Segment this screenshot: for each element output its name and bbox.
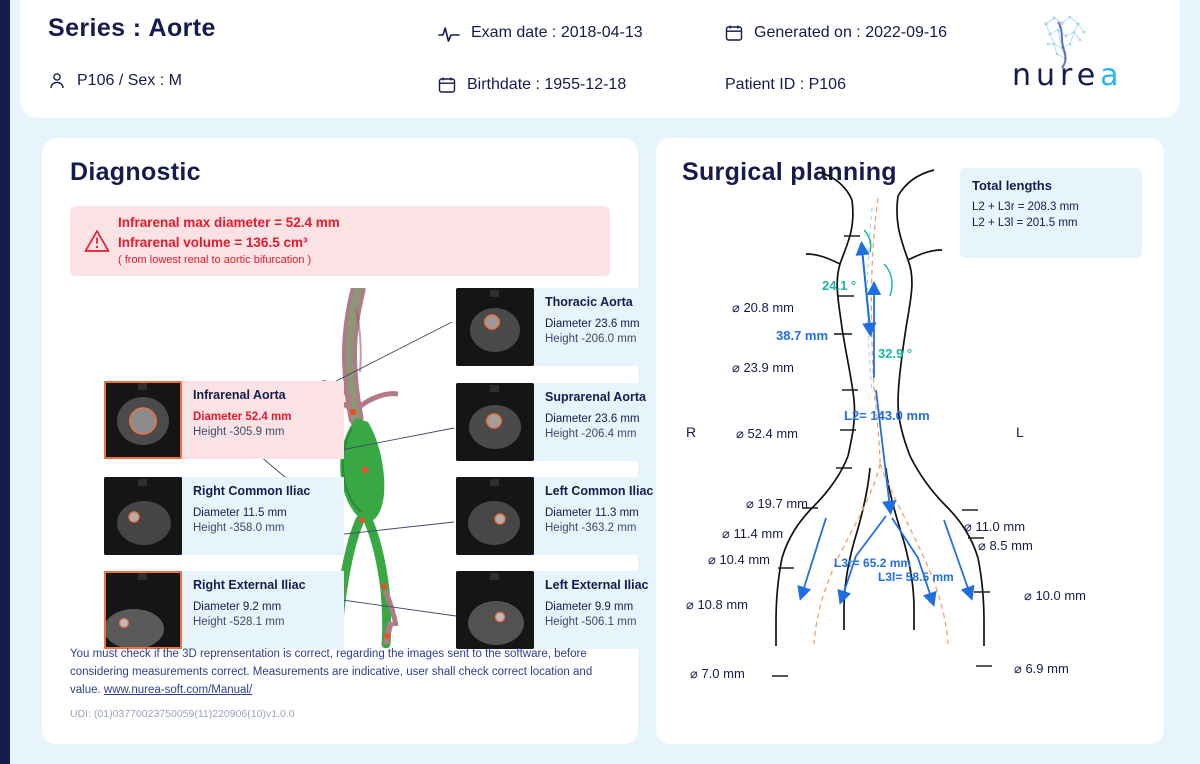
logo-accent: a xyxy=(1100,58,1124,93)
card-diameter: Diameter 11.3 mm xyxy=(545,507,639,519)
length-l3r: L3r= 65.2 mm xyxy=(834,556,912,570)
patient-id xyxy=(725,76,846,94)
series-label: Series : xyxy=(48,14,142,42)
patient-text: P106 / Sex : M xyxy=(77,72,182,89)
warning-triangle-icon xyxy=(84,229,118,253)
calendar-icon xyxy=(438,76,456,94)
report-header xyxy=(20,0,1180,118)
page-title xyxy=(48,14,216,43)
infrarenal-alert xyxy=(70,206,610,276)
angle-32-9: 32.9 ° xyxy=(878,346,913,361)
surgical-planning-panel xyxy=(656,138,1164,744)
alert-line-2: Infrarenal volume = 136.5 cm³ xyxy=(118,235,308,251)
disclaimer xyxy=(70,646,622,699)
diam-19-7: ⌀ 19.7 mm xyxy=(746,496,809,511)
card-title: Infrarenal Aorta xyxy=(193,388,286,402)
diam-10-4: ⌀ 10.4 mm xyxy=(708,552,771,567)
disclaimer-text: You must check if the 3D reprensentation is correct, regarding the images sent to the software, before considering measurements correct. Measurements are indicative, user shall check correct location and value. xyxy=(70,648,593,696)
patient-info xyxy=(48,72,182,90)
thumbnail-thoracic-aorta[interactable] xyxy=(456,288,534,366)
manual-link[interactable]: www.nurea-soft.com/Manual/ xyxy=(103,683,253,696)
diam-23-9: ⌀ 23.9 mm xyxy=(732,360,795,375)
card-height: Height -528.1 mm xyxy=(193,616,285,628)
patient-id-text: Patient ID : P106 xyxy=(725,76,846,93)
diam-52-4: ⌀ 52.4 mm xyxy=(736,426,799,441)
thumbnail-right-common-iliac[interactable] xyxy=(104,477,182,555)
total-lengths-line-1: L2 + L3r = 208.3 mm xyxy=(972,201,1079,213)
card-body-infrarenal-aorta xyxy=(182,381,344,459)
alert-sub: ( from lowest renal to aortic bifurcation ) xyxy=(118,253,312,266)
diam-7-0: ⌀ 7.0 mm xyxy=(690,666,745,681)
length-l3l: L3l= 58.5 mm xyxy=(878,570,954,584)
birthdate xyxy=(438,76,626,94)
nurea-logo xyxy=(994,14,1154,100)
logo-text: nure xyxy=(1012,58,1101,93)
thumbnail-right-external-iliac[interactable] xyxy=(104,571,182,649)
card-title: Suprarenal Aorta xyxy=(545,390,646,404)
total-lengths-title: Total lengths xyxy=(972,178,1052,193)
card-title: Thoracic Aorta xyxy=(545,295,633,309)
card-title: Right External Iliac xyxy=(193,578,306,592)
surgical-title: Surgical planning xyxy=(682,158,897,186)
alert-line-1: Infrarenal max diameter = 52.4 mm xyxy=(118,215,340,231)
card-diameter: Diameter 9.9 mm xyxy=(545,601,634,613)
card-title: Left External Iliac xyxy=(545,578,649,592)
card-body-right-common-iliac xyxy=(182,477,344,555)
card-diameter: Diameter 23.6 mm xyxy=(545,413,640,425)
card-right-common-iliac[interactable] xyxy=(104,477,344,555)
total-lengths-line-2: L2 + L3l = 201.5 mm xyxy=(972,217,1078,229)
pulse-icon xyxy=(438,24,460,42)
card-body-right-external-iliac xyxy=(182,571,344,649)
aorta-schematic xyxy=(656,138,1164,744)
card-height: Height -506.1 mm xyxy=(545,616,637,628)
card-diameter: Diameter 52.4 mm xyxy=(193,411,292,423)
diam-10-8: ⌀ 10.8 mm xyxy=(686,597,749,612)
diam-10-0: ⌀ 10.0 mm xyxy=(1024,588,1087,603)
side-marker-left: L xyxy=(1016,424,1024,440)
length-l2: L2= 143.0 mm xyxy=(844,408,930,423)
diam-11-4: ⌀ 11.4 mm xyxy=(722,526,784,541)
person-icon xyxy=(48,72,66,90)
generated-on-text: Generated on : 2022-09-16 xyxy=(754,24,948,41)
thumbnail-suprarenal-aorta[interactable] xyxy=(456,383,534,461)
angle-24-1: 24.1 ° xyxy=(822,278,857,293)
diam-11-0: ⌀ 11.0 mm xyxy=(964,519,1026,534)
card-diameter: Diameter 11.5 mm xyxy=(193,507,287,519)
logo-wordmark xyxy=(1012,58,1124,93)
udi-text: UDI: (01)03770023750059(11)220906(10)v1.0.0 xyxy=(70,708,295,720)
card-height: Height -305.9 mm xyxy=(193,426,285,438)
calendar-icon xyxy=(725,24,743,42)
thumbnail-left-common-iliac[interactable] xyxy=(456,477,534,555)
thumbnail-infrarenal-aorta[interactable] xyxy=(104,381,182,459)
exam-date xyxy=(438,24,643,42)
card-height: Height -358.0 mm xyxy=(193,522,285,534)
diagnostic-title: Diagnostic xyxy=(70,158,201,186)
diagnostic-panel xyxy=(42,138,654,744)
card-title: Right Common Iliac xyxy=(193,484,311,498)
generated-on xyxy=(725,24,947,42)
diam-8-5: ⌀ 8.5 mm xyxy=(978,538,1033,553)
diam-20-8: ⌀ 20.8 mm xyxy=(732,300,795,315)
card-diameter: Diameter 23.6 mm xyxy=(545,318,640,330)
card-title: Left Common Iliac xyxy=(545,484,654,498)
card-infrarenal-aorta[interactable] xyxy=(104,381,344,459)
card-right-external-iliac[interactable] xyxy=(104,571,344,649)
length-38-7: 38.7 mm xyxy=(776,328,829,343)
birthdate-text: Birthdate : 1955-12-18 xyxy=(467,76,627,93)
card-height: Height -206.0 mm xyxy=(545,333,637,345)
card-diameter: Diameter 9.2 mm xyxy=(193,601,282,613)
thumbnail-left-external-iliac[interactable] xyxy=(456,571,534,649)
card-height: Height -363.2 mm xyxy=(545,522,637,534)
exam-date-text: Exam date : 2018-04-13 xyxy=(471,24,643,41)
diam-6-9: ⌀ 6.9 mm xyxy=(1014,661,1069,676)
side-marker-right: R xyxy=(686,424,697,440)
series-value: Aorte xyxy=(148,14,216,42)
card-height: Height -206.4 mm xyxy=(545,428,637,440)
